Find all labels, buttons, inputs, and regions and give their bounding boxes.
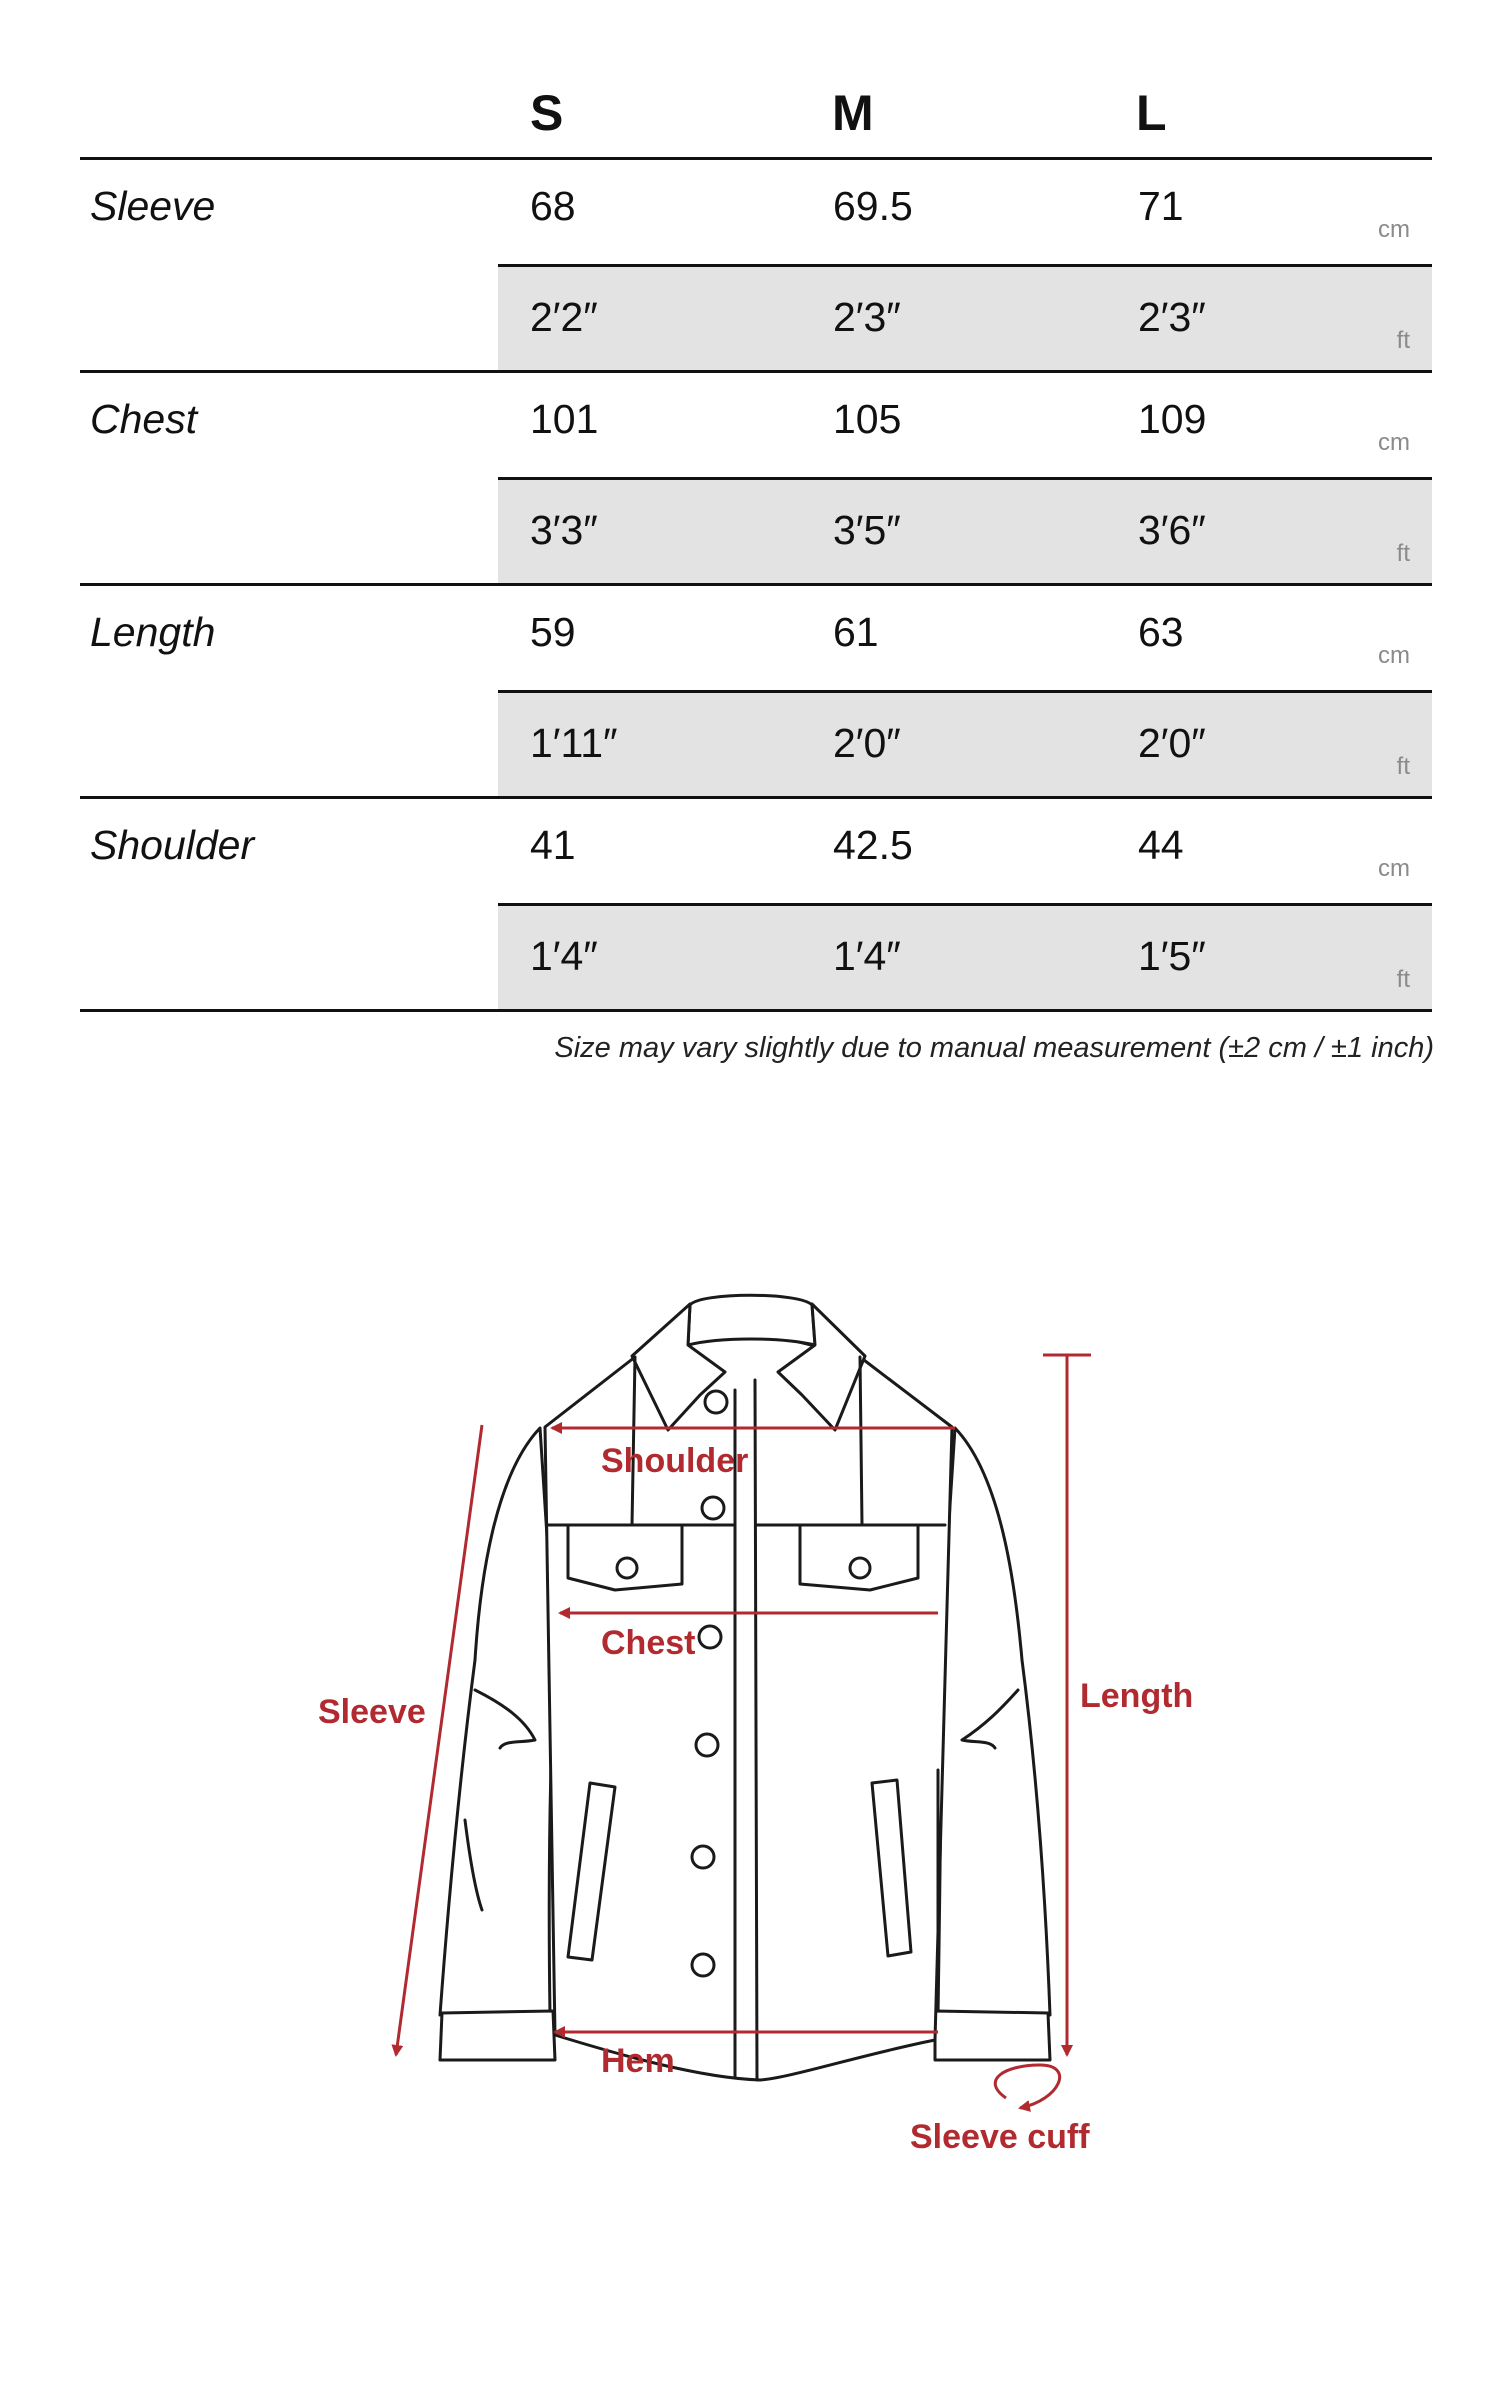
size-table — [80, 70, 1432, 1012]
unit-cm: cm — [1378, 216, 1410, 243]
unit-ft: ft — [1396, 540, 1410, 567]
measurement-note: Size may vary slightly due to manual measurement (±2 cm / ±1 inch) — [554, 1032, 1434, 1064]
cell-value: 2′3″ — [833, 294, 901, 340]
cell-value: 3′6″ — [1138, 507, 1206, 553]
row-cm — [80, 160, 1432, 264]
row-ft — [498, 903, 1432, 1009]
cell-value: 3′5″ — [833, 507, 901, 553]
button — [702, 1497, 724, 1519]
row-group-shoulder — [80, 799, 1432, 1012]
label-sleeve: Sleeve — [318, 1693, 426, 1731]
unit-cm: cm — [1378, 429, 1410, 456]
cell-value: 1′5″ — [1138, 933, 1206, 979]
cell-value: 2′2″ — [530, 294, 598, 340]
button — [699, 1626, 721, 1648]
row-label-chest: Chest — [90, 396, 198, 442]
cell-value: 101 — [530, 396, 599, 442]
unit-ft: ft — [1396, 966, 1410, 993]
cell-value: 109 — [1138, 396, 1207, 442]
cell-value: 41 — [530, 822, 576, 868]
row-group-sleeve — [80, 160, 1432, 373]
left-sleeve — [440, 1428, 555, 2015]
row-cm — [80, 586, 1432, 690]
cell-value: 63 — [1138, 609, 1184, 655]
label-hem: Hem — [601, 2042, 675, 2080]
unit-ft: ft — [1396, 753, 1410, 780]
cell-value: 69.5 — [833, 183, 913, 229]
row-cm — [80, 373, 1432, 477]
row-group-chest — [80, 373, 1432, 586]
cell-value: 2′0″ — [1138, 720, 1206, 766]
button — [696, 1734, 718, 1756]
row-ft — [498, 264, 1432, 370]
collar-back — [688, 1295, 815, 1345]
cell-value: 68 — [530, 183, 576, 229]
button — [705, 1391, 727, 1413]
unit-ft: ft — [1396, 327, 1410, 354]
row-cm — [80, 799, 1432, 903]
cell-value: 2′0″ — [833, 720, 901, 766]
size-header-l: L — [1136, 85, 1167, 141]
cell-value: 1′11″ — [530, 720, 618, 766]
cell-value: 59 — [530, 609, 576, 655]
unit-cm: cm — [1378, 642, 1410, 669]
label-shoulder: Shoulder — [601, 1442, 749, 1480]
row-label-sleeve: Sleeve — [90, 183, 216, 229]
jacket-outline — [440, 1295, 1050, 2080]
size-header-s: S — [530, 85, 564, 141]
cell-value: 105 — [833, 396, 902, 442]
left-cuff — [440, 2011, 555, 2060]
right-sleeve — [938, 1428, 1050, 2015]
cell-value: 44 — [1138, 822, 1184, 868]
cell-value: 3′3″ — [530, 507, 598, 553]
jacket-diagram — [0, 1230, 1500, 2190]
cell-value: 71 — [1138, 183, 1184, 229]
pocket-button — [617, 1558, 637, 1578]
cell-value: 42.5 — [833, 822, 913, 868]
row-ft — [498, 690, 1432, 796]
row-label-shoulder: Shoulder — [90, 822, 255, 868]
size-header-row — [80, 70, 1432, 160]
label-length: Length — [1080, 1677, 1194, 1715]
pocket-button — [850, 1558, 870, 1578]
right-cuff — [935, 2011, 1050, 2060]
size-header-m: M — [832, 85, 874, 141]
row-label-length: Length — [90, 609, 216, 655]
cell-value: 61 — [833, 609, 879, 655]
unit-cm: cm — [1378, 855, 1410, 882]
cell-value: 1′4″ — [530, 933, 598, 979]
row-ft — [498, 477, 1432, 583]
button — [692, 1846, 714, 1868]
row-group-length — [80, 586, 1432, 799]
cell-value: 2′3″ — [1138, 294, 1206, 340]
cell-value: 1′4″ — [833, 933, 901, 979]
cuff-loop-arrow — [995, 2065, 1059, 2108]
label-chest: Chest — [601, 1624, 696, 1662]
label-sleeve-cuff: Sleeve cuff — [910, 2118, 1090, 2156]
button — [692, 1954, 714, 1976]
